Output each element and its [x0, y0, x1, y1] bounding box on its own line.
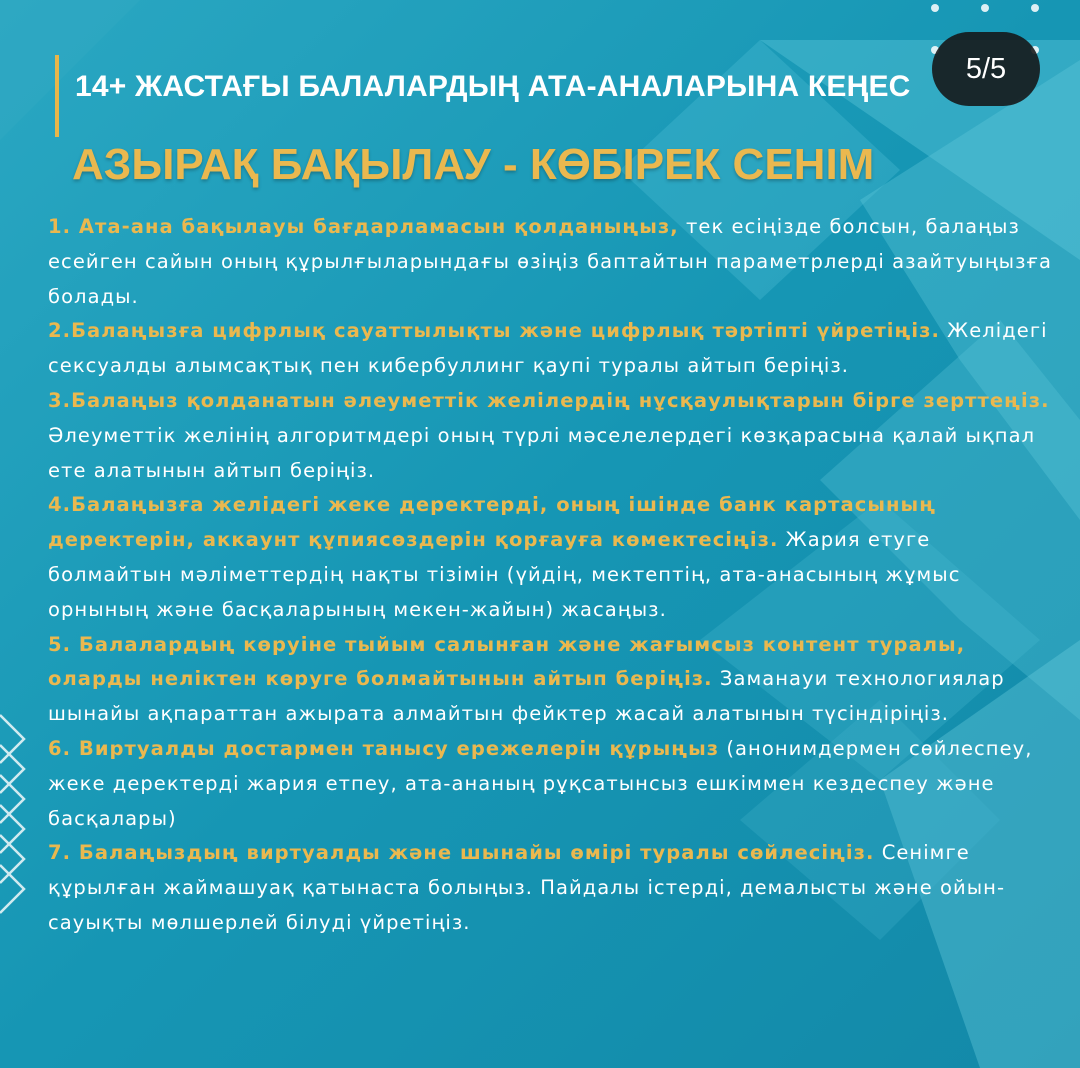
advice-item-4 — [48, 488, 1060, 627]
advice-item-5 — [48, 628, 1060, 732]
advice-item-text: Заманауи технологиялар шынайы ақпараттан ажырата алмайтын фейктер жасай алатынын түсіндіріңіз. — [48, 667, 1005, 726]
advice-item-heading: 1. Ата-ана бақылауы бағдарламасын қолданыңыз, — [48, 215, 679, 238]
advice-item-6 — [48, 732, 1060, 836]
advice-item-3 — [48, 384, 1060, 488]
page-title: АЗЫРАҚ БАҚЫЛАУ - КӨБІРЕК СЕНІМ — [72, 140, 875, 189]
advice-item-1 — [48, 210, 1060, 314]
advice-item-text: Сенімге құрылған жаймашуақ қатынаста болыңыз. Пайдалы істерді, демалысты және ойын-сауықты мөлшерлей білуді үйретіңіз. — [48, 841, 1006, 934]
advice-item-heading: 3.Балаңыз қолданатын әлеуметтік желілердің нұсқаулықтарын бірге зерттеңіз. — [48, 388, 1050, 412]
header-accent-bar — [55, 55, 59, 137]
advice-item-2 — [48, 314, 1060, 384]
advice-list — [48, 210, 1060, 941]
advice-item-heading: 2.Балаңызға цифрлық сауаттылықты және цифрлық тәртіпті үйретіңіз. — [48, 319, 940, 343]
advice-item-text: Әлеуметтік желінің алгоритмдері оның түрлі мәселелердегі көзқарасына қалай ықпал ете алатынын айтып беріңіз. — [48, 423, 1036, 482]
advice-item-text: тек есіңізде болсын, балаңыз есейген сайын оның құрылғыларындағы өзіңіз баптайтын параметрлерді азайтуыңызға болады. — [48, 215, 1053, 308]
advice-item-text: (анонимдермен сөйлеспеу, жеке деректерді жария етпеу, ата-ананың рұқсатынсыз ешкіммен кездеспеу және басқалары) — [48, 736, 1033, 830]
advice-item-heading: 4.Балаңызға желідегі жеке деректерді, оның ішінде банк картасының деректерін, аккаунт құпиясөздерін қорғауға көмектесіңіз. — [48, 493, 937, 552]
advice-item-heading: 7. Балаңыздың виртуалды және шынайы өмірі туралы сөйлесіңіз. — [48, 841, 875, 865]
page-indicator-badge: 5/5 — [932, 32, 1040, 106]
advice-item-text: Жария етуге болмайтын мәліметтердің нақты тізімін (үйдің, мектептің, ата-анасының жұмыс орнының және басқаларының мекен-жайын) жасаңыз. — [48, 528, 961, 621]
advice-item-text: Желідегі сексуалды алымсақтық пен кибербуллинг қаупі туралы айтып беріңіз. — [48, 319, 1048, 378]
advice-item-heading: 6. Виртуалды достармен танысу ережелерін құрыңыз — [48, 736, 720, 760]
header-subtitle: 14+ ЖАСТАҒЫ БАЛАЛАРДЫҢ АТА-АНАЛАРЫНА КЕҢЕС — [75, 70, 911, 103]
advice-item-7 — [48, 836, 1060, 940]
advice-item-heading: 5. Балалардың көруіне тыйым салынған және жағымсыз контент туралы, оларды неліктен көруге болмайтынын айтып беріңіз. — [48, 632, 966, 691]
